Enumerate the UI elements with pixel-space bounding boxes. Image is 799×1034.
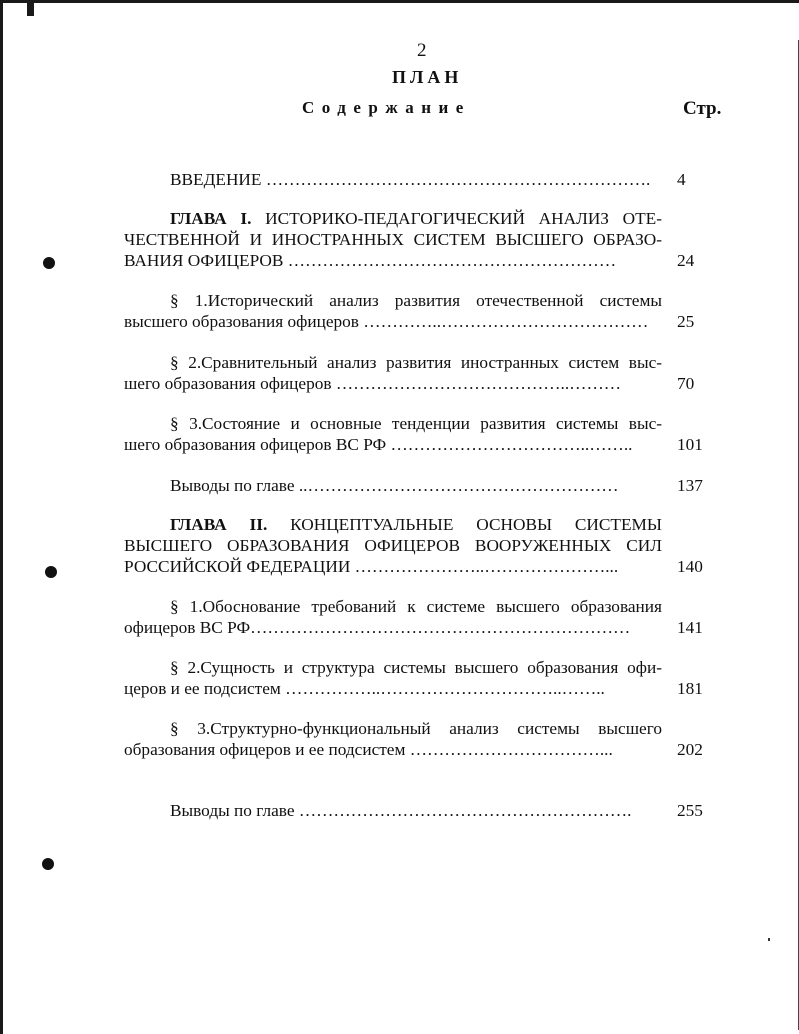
page-ref: 140: [677, 557, 703, 576]
section-title-line-1: § 2.Сущность и структура системы высшего образования офи-: [170, 658, 662, 677]
entry-title: Выводы по главе: [170, 801, 295, 820]
toc-entry-section-2-2: [124, 657, 662, 699]
page-ref: 255: [677, 801, 703, 820]
leader-dots: …………..………………………………: [363, 312, 649, 331]
page-ref: 24: [677, 251, 695, 270]
toc-entry-chapter-1: [124, 208, 662, 271]
entry-title: ВВЕДЕНИЕ: [170, 170, 262, 189]
toc-entry-section-1-1: [124, 290, 662, 332]
page-number: 2: [417, 40, 427, 61]
section-title-line-2: шего образования офицеров: [124, 374, 332, 393]
section-title-line-2: офицеров ВС РФ: [124, 618, 251, 637]
section-title-line-1: § 1.Обоснование требований к системе высшего образования: [170, 597, 662, 616]
chapter-title-line-1: ИСТОРИКО-ПЕДАГОГИЧЕСКИЙ АНАЛИЗ ОТЕ-: [265, 209, 662, 228]
chapter-title-line-2: ЧЕСТВЕННОЙ И ИНОСТРАННЫХ СИСТЕМ ВЫСШЕГО ОБРАЗО-: [124, 230, 662, 249]
punch-hole: [43, 257, 55, 269]
chapter-label: ГЛАВА I.: [170, 209, 252, 228]
page-column-heading: Стр.: [683, 98, 722, 119]
toc-entry-section-2-1: [124, 596, 662, 638]
scan-speck: [768, 938, 770, 941]
section-title-line-1: § 2.Сравнительный анализ развития иностранных систем выс-: [170, 353, 662, 372]
chapter-title-line-2: ВЫСШЕГО ОБРАЗОВАНИЯ ОФИЦЕРОВ ВООРУЖЕННЫХ СИЛ: [124, 536, 662, 555]
section-title-line-2: высшего образования офицеров: [124, 312, 359, 331]
page-ref: 137: [677, 476, 703, 495]
leader-dots: ……………..…………………………..……..: [285, 679, 605, 698]
toc-entry-section-1-2: [124, 352, 662, 394]
scan-mark: [27, 0, 34, 16]
toc-entry-section-2-3: [124, 718, 662, 760]
punch-hole: [42, 858, 54, 870]
toc-entry-conclusions-1: [124, 475, 662, 496]
toc-entry-chapter-2: [124, 514, 662, 577]
chapter-title-line-3: РОССИЙСКОЙ ФЕДЕРАЦИИ: [124, 557, 351, 576]
punch-hole: [45, 566, 57, 578]
section-title-line-2: образования офицеров и ее подсистем: [124, 740, 406, 759]
toc-entry-intro: [124, 169, 662, 190]
leader-dots: ……………………………..……..: [390, 435, 633, 454]
chapter-title-line-1: КОНЦЕПТУАЛЬНЫЕ ОСНОВЫ СИСТЕМЫ: [290, 515, 662, 534]
toc-entry-section-1-3: [124, 413, 662, 455]
section-title-line-1: § 1.Исторический анализ развития отечественной системы: [170, 291, 662, 310]
page-ref: 181: [677, 679, 703, 698]
entry-title: Выводы по главе: [170, 476, 295, 495]
scan-border-left: [0, 0, 3, 1034]
contents-heading: Содержание: [302, 98, 471, 117]
leader-dots: ………………………………………………….: [298, 801, 632, 820]
leader-dots: ………………………………………………………….: [265, 170, 651, 189]
leader-dots: …………………………………………………………: [250, 618, 631, 637]
page-ref: 4: [677, 170, 686, 189]
section-title-line-1: § 3.Состояние и основные тенденции развития системы выс-: [170, 414, 662, 433]
section-title-line-2: шего образования офицеров ВС РФ: [124, 435, 387, 454]
toc-entry-conclusions-2: [124, 800, 662, 821]
leader-dots: …………………………………………………: [287, 251, 617, 270]
page-ref: 70: [677, 374, 695, 393]
leader-dots: …………………..…………………...: [354, 557, 619, 576]
leader-dots: ..………………………………………………: [298, 476, 619, 495]
page-ref: 101: [677, 435, 703, 454]
leader-dots: ……………………………...: [409, 740, 613, 759]
leader-dots: …………………………………..………: [335, 374, 621, 393]
section-title-line-2: церов и ее подсистем: [124, 679, 281, 698]
page-title: ПЛАН: [392, 67, 463, 87]
chapter-title-line-3: ВАНИЯ ОФИЦЕРОВ: [124, 251, 284, 270]
page-ref: 25: [677, 312, 695, 331]
page-ref: 141: [677, 618, 703, 637]
section-title-line-1: § 3.Структурно-функциональный анализ системы высшего: [170, 719, 662, 738]
page-ref: 202: [677, 740, 703, 759]
scan-border-top: [0, 0, 799, 3]
chapter-label: ГЛАВА II.: [170, 515, 268, 534]
